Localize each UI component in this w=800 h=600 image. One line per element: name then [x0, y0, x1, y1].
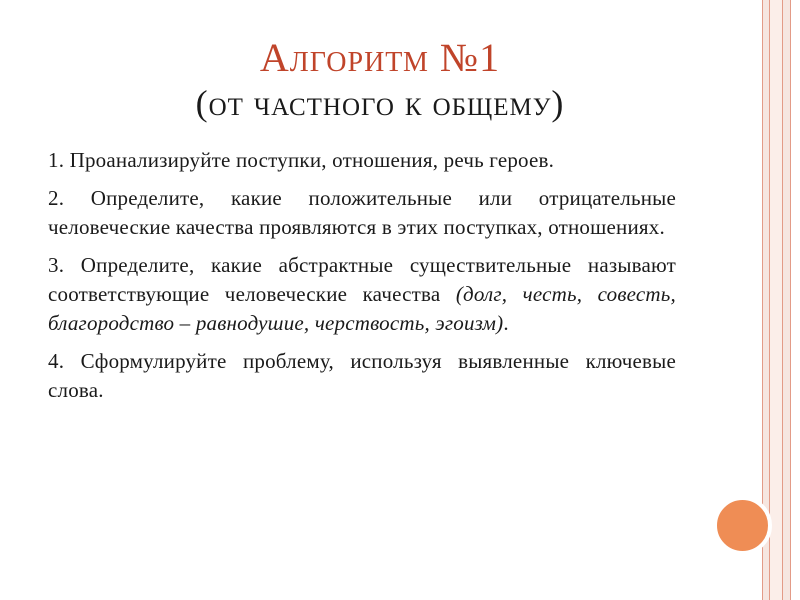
step-3-text: 3. Определите, какие абстрактные существительные называют соответствующие человеческие качества: [48, 253, 676, 306]
step-3: [48, 251, 676, 338]
step-3-end: .: [503, 311, 509, 335]
step-2: 2. Определите, какие положительные или отрицательные человеческие качества проявляются в этих поступках, отношениях.: [48, 186, 676, 239]
slide-title: Алгоритм №1: [259, 35, 501, 80]
step-3-examples: (долг, честь, совесть, благородство – равнодушие, черствость, эгоизм): [48, 282, 676, 335]
decorative-line: [790, 0, 791, 600]
decorative-line: [769, 0, 770, 600]
steps-list: [48, 146, 676, 414]
step-4: 4. Сформулируйте проблему, используя выявленные ключевые слова.: [48, 349, 676, 402]
decorative-line: [782, 0, 783, 600]
slide-subtitle: (от частного к общему): [195, 83, 565, 123]
decorative-circle: [713, 496, 772, 555]
step-1: 1. Проанализируйте поступки, отношения, речь героев.: [48, 148, 555, 172]
